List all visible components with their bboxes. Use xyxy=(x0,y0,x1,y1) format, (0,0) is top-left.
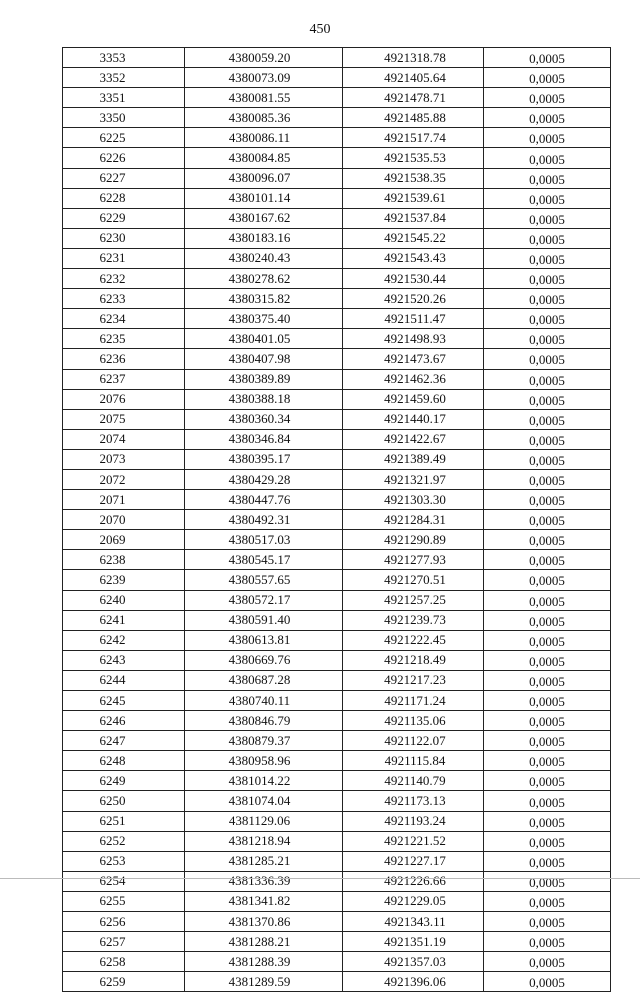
table-row xyxy=(63,590,611,610)
error-value-cell: 0,0005 xyxy=(484,891,611,911)
table-row xyxy=(63,168,611,188)
table-row xyxy=(63,68,611,88)
error-value-cell: 0,0005 xyxy=(484,630,611,650)
y-coordinate-cell: 4921229.05 xyxy=(343,891,484,911)
table-row xyxy=(63,188,611,208)
y-coordinate-cell: 4921473.67 xyxy=(343,349,484,369)
error-value-cell: 0,0005 xyxy=(484,670,611,690)
table-row xyxy=(63,811,611,831)
error-value-cell: 0,0005 xyxy=(484,530,611,550)
point-number-cell: 6253 xyxy=(63,851,185,871)
x-coordinate-cell: 4380375.40 xyxy=(185,309,343,329)
table-row xyxy=(63,891,611,911)
error-value-cell: 0,0005 xyxy=(484,751,611,771)
x-coordinate-cell: 4381336.39 xyxy=(185,871,343,891)
y-coordinate-cell: 4921284.31 xyxy=(343,510,484,530)
y-coordinate-cell: 4921440.17 xyxy=(343,409,484,429)
point-number-cell: 6236 xyxy=(63,349,185,369)
x-coordinate-cell: 4380545.17 xyxy=(185,550,343,570)
x-coordinate-cell: 4380086.11 xyxy=(185,128,343,148)
y-coordinate-cell: 4921217.23 xyxy=(343,670,484,690)
table-row xyxy=(63,88,611,108)
table-row xyxy=(63,630,611,650)
table-row xyxy=(63,469,611,489)
table-row xyxy=(63,208,611,228)
x-coordinate-cell: 4380879.37 xyxy=(185,731,343,751)
error-value-cell: 0,0005 xyxy=(484,309,611,329)
x-coordinate-cell: 4380669.76 xyxy=(185,650,343,670)
coordinates-table xyxy=(62,47,611,992)
point-number-cell: 3353 xyxy=(63,48,185,68)
x-coordinate-cell: 4380360.34 xyxy=(185,409,343,429)
point-number-cell: 6242 xyxy=(63,630,185,650)
table-row xyxy=(63,449,611,469)
table-row xyxy=(63,610,611,630)
y-coordinate-cell: 4921545.22 xyxy=(343,228,484,248)
point-number-cell: 6238 xyxy=(63,550,185,570)
x-coordinate-cell: 4380101.14 xyxy=(185,188,343,208)
error-value-cell: 0,0005 xyxy=(484,469,611,489)
point-number-cell: 6227 xyxy=(63,168,185,188)
point-number-cell: 6235 xyxy=(63,329,185,349)
point-number-cell: 6254 xyxy=(63,871,185,891)
page-number: 450 xyxy=(309,22,331,37)
point-number-cell: 6231 xyxy=(63,248,185,268)
table-row xyxy=(63,650,611,670)
y-coordinate-cell: 4921357.03 xyxy=(343,952,484,972)
y-coordinate-cell: 4921173.13 xyxy=(343,791,484,811)
point-number-cell: 6228 xyxy=(63,188,185,208)
point-number-cell: 2074 xyxy=(63,429,185,449)
table-row xyxy=(63,248,611,268)
table-row xyxy=(63,228,611,248)
error-value-cell: 0,0005 xyxy=(484,269,611,289)
table-row xyxy=(63,771,611,791)
point-number-cell: 6252 xyxy=(63,831,185,851)
point-number-cell: 3351 xyxy=(63,88,185,108)
y-coordinate-cell: 4921227.17 xyxy=(343,851,484,871)
error-value-cell: 0,0005 xyxy=(484,932,611,952)
error-value-cell: 0,0005 xyxy=(484,791,611,811)
y-coordinate-cell: 4921221.52 xyxy=(343,831,484,851)
error-value-cell: 0,0005 xyxy=(484,168,611,188)
x-coordinate-cell: 4380084.85 xyxy=(185,148,343,168)
point-number-cell: 6233 xyxy=(63,289,185,309)
x-coordinate-cell: 4380389.89 xyxy=(185,369,343,389)
table-row xyxy=(63,289,611,309)
y-coordinate-cell: 4921537.84 xyxy=(343,208,484,228)
error-value-cell: 0,0005 xyxy=(484,711,611,731)
x-coordinate-cell: 4381129.06 xyxy=(185,811,343,831)
error-value-cell: 0,0005 xyxy=(484,329,611,349)
x-coordinate-cell: 4380346.84 xyxy=(185,429,343,449)
error-value-cell: 0,0005 xyxy=(484,148,611,168)
point-number-cell: 6258 xyxy=(63,952,185,972)
x-coordinate-cell: 4380958.96 xyxy=(185,751,343,771)
x-coordinate-cell: 4380517.03 xyxy=(185,530,343,550)
x-coordinate-cell: 4380059.20 xyxy=(185,48,343,68)
error-value-cell: 0,0005 xyxy=(484,88,611,108)
y-coordinate-cell: 4921351.19 xyxy=(343,932,484,952)
x-coordinate-cell: 4380846.79 xyxy=(185,711,343,731)
x-coordinate-cell: 4381074.04 xyxy=(185,791,343,811)
x-coordinate-cell: 4381288.39 xyxy=(185,952,343,972)
error-value-cell: 0,0005 xyxy=(484,490,611,510)
error-value-cell: 0,0005 xyxy=(484,912,611,932)
y-coordinate-cell: 4921538.35 xyxy=(343,168,484,188)
point-number-cell: 6234 xyxy=(63,309,185,329)
scan-edge-line xyxy=(0,878,640,879)
error-value-cell: 0,0005 xyxy=(484,972,611,992)
y-coordinate-cell: 4921135.06 xyxy=(343,711,484,731)
y-coordinate-cell: 4921478.71 xyxy=(343,88,484,108)
error-value-cell: 0,0005 xyxy=(484,409,611,429)
table-row xyxy=(63,751,611,771)
table-row xyxy=(63,530,611,550)
x-coordinate-cell: 4381289.59 xyxy=(185,972,343,992)
x-coordinate-cell: 4381341.82 xyxy=(185,891,343,911)
table-row xyxy=(63,269,611,289)
y-coordinate-cell: 4921389.49 xyxy=(343,449,484,469)
table-row xyxy=(63,691,611,711)
y-coordinate-cell: 4921539.61 xyxy=(343,188,484,208)
x-coordinate-cell: 4380395.17 xyxy=(185,449,343,469)
point-number-cell: 3352 xyxy=(63,68,185,88)
point-number-cell: 6247 xyxy=(63,731,185,751)
x-coordinate-cell: 4380388.18 xyxy=(185,389,343,409)
table-row xyxy=(63,912,611,932)
point-number-cell: 6248 xyxy=(63,751,185,771)
point-number-cell: 6230 xyxy=(63,228,185,248)
error-value-cell: 0,0005 xyxy=(484,851,611,871)
y-coordinate-cell: 4921462.36 xyxy=(343,369,484,389)
y-coordinate-cell: 4921239.73 xyxy=(343,610,484,630)
error-value-cell: 0,0005 xyxy=(484,48,611,68)
y-coordinate-cell: 4921517.74 xyxy=(343,128,484,148)
table-row xyxy=(63,148,611,168)
table-row xyxy=(63,932,611,952)
table-row xyxy=(63,831,611,851)
point-number-cell: 6232 xyxy=(63,269,185,289)
point-number-cell: 6229 xyxy=(63,208,185,228)
x-coordinate-cell: 4380315.82 xyxy=(185,289,343,309)
x-coordinate-cell: 4380613.81 xyxy=(185,630,343,650)
y-coordinate-cell: 4921318.78 xyxy=(343,48,484,68)
point-number-cell: 2070 xyxy=(63,510,185,530)
point-number-cell: 3350 xyxy=(63,108,185,128)
x-coordinate-cell: 4380081.55 xyxy=(185,88,343,108)
y-coordinate-cell: 4921218.49 xyxy=(343,650,484,670)
error-value-cell: 0,0005 xyxy=(484,610,611,630)
x-coordinate-cell: 4380429.28 xyxy=(185,469,343,489)
error-value-cell: 0,0005 xyxy=(484,349,611,369)
error-value-cell: 0,0005 xyxy=(484,108,611,128)
table-row xyxy=(63,429,611,449)
x-coordinate-cell: 4380401.05 xyxy=(185,329,343,349)
x-coordinate-cell: 4380572.17 xyxy=(185,590,343,610)
error-value-cell: 0,0005 xyxy=(484,831,611,851)
y-coordinate-cell: 4921257.25 xyxy=(343,590,484,610)
y-coordinate-cell: 4921193.24 xyxy=(343,811,484,831)
point-number-cell: 6241 xyxy=(63,610,185,630)
y-coordinate-cell: 4921140.79 xyxy=(343,771,484,791)
x-coordinate-cell: 4381218.94 xyxy=(185,831,343,851)
error-value-cell: 0,0005 xyxy=(484,952,611,972)
x-coordinate-cell: 4380557.65 xyxy=(185,570,343,590)
point-number-cell: 6244 xyxy=(63,670,185,690)
error-value-cell: 0,0005 xyxy=(484,691,611,711)
error-value-cell: 0,0005 xyxy=(484,128,611,148)
table-row xyxy=(63,731,611,751)
table-row xyxy=(63,48,611,68)
point-number-cell: 2072 xyxy=(63,469,185,489)
y-coordinate-cell: 4921343.11 xyxy=(343,912,484,932)
x-coordinate-cell: 4381285.21 xyxy=(185,851,343,871)
y-coordinate-cell: 4921511.47 xyxy=(343,309,484,329)
x-coordinate-cell: 4380407.98 xyxy=(185,349,343,369)
error-value-cell: 0,0005 xyxy=(484,550,611,570)
table-row xyxy=(63,570,611,590)
x-coordinate-cell: 4380096.07 xyxy=(185,168,343,188)
table-row xyxy=(63,349,611,369)
table-row xyxy=(63,670,611,690)
point-number-cell: 6245 xyxy=(63,691,185,711)
point-number-cell: 2069 xyxy=(63,530,185,550)
point-number-cell: 6243 xyxy=(63,650,185,670)
error-value-cell: 0,0005 xyxy=(484,188,611,208)
point-number-cell: 6239 xyxy=(63,570,185,590)
point-number-cell: 6250 xyxy=(63,791,185,811)
error-value-cell: 0,0005 xyxy=(484,510,611,530)
point-number-cell: 6257 xyxy=(63,932,185,952)
error-value-cell: 0,0005 xyxy=(484,771,611,791)
table-row xyxy=(63,871,611,891)
error-value-cell: 0,0005 xyxy=(484,228,611,248)
table-row xyxy=(63,952,611,972)
error-value-cell: 0,0005 xyxy=(484,289,611,309)
table-row xyxy=(63,409,611,429)
table-row xyxy=(63,490,611,510)
error-value-cell: 0,0005 xyxy=(484,871,611,891)
point-number-cell: 6255 xyxy=(63,891,185,911)
y-coordinate-cell: 4921226.66 xyxy=(343,871,484,891)
x-coordinate-cell: 4380687.28 xyxy=(185,670,343,690)
error-value-cell: 0,0005 xyxy=(484,811,611,831)
y-coordinate-cell: 4921405.64 xyxy=(343,68,484,88)
coordinates-table-body xyxy=(63,48,611,992)
y-coordinate-cell: 4921222.45 xyxy=(343,630,484,650)
error-value-cell: 0,0005 xyxy=(484,389,611,409)
y-coordinate-cell: 4921115.84 xyxy=(343,751,484,771)
table-row xyxy=(63,791,611,811)
table-row xyxy=(63,972,611,992)
y-coordinate-cell: 4921485.88 xyxy=(343,108,484,128)
table-row xyxy=(63,851,611,871)
point-number-cell: 2075 xyxy=(63,409,185,429)
table-row xyxy=(63,309,611,329)
x-coordinate-cell: 4381014.22 xyxy=(185,771,343,791)
point-number-cell: 6225 xyxy=(63,128,185,148)
y-coordinate-cell: 4921171.24 xyxy=(343,691,484,711)
y-coordinate-cell: 4921422.67 xyxy=(343,429,484,449)
y-coordinate-cell: 4921270.51 xyxy=(343,570,484,590)
table-row xyxy=(63,389,611,409)
x-coordinate-cell: 4380240.43 xyxy=(185,248,343,268)
point-number-cell: 6246 xyxy=(63,711,185,731)
error-value-cell: 0,0005 xyxy=(484,68,611,88)
x-coordinate-cell: 4380447.76 xyxy=(185,490,343,510)
y-coordinate-cell: 4921459.60 xyxy=(343,389,484,409)
x-coordinate-cell: 4380278.62 xyxy=(185,269,343,289)
x-coordinate-cell: 4380492.31 xyxy=(185,510,343,530)
table-row xyxy=(63,510,611,530)
table-row xyxy=(63,550,611,570)
error-value-cell: 0,0005 xyxy=(484,650,611,670)
point-number-cell: 6226 xyxy=(63,148,185,168)
point-number-cell: 2076 xyxy=(63,389,185,409)
x-coordinate-cell: 4381370.86 xyxy=(185,912,343,932)
point-number-cell: 6237 xyxy=(63,369,185,389)
point-number-cell: 2071 xyxy=(63,490,185,510)
y-coordinate-cell: 4921543.43 xyxy=(343,248,484,268)
y-coordinate-cell: 4921520.26 xyxy=(343,289,484,309)
point-number-cell: 6259 xyxy=(63,972,185,992)
point-number-cell: 6249 xyxy=(63,771,185,791)
x-coordinate-cell: 4381288.21 xyxy=(185,932,343,952)
table-row xyxy=(63,329,611,349)
error-value-cell: 0,0005 xyxy=(484,369,611,389)
error-value-cell: 0,0005 xyxy=(484,248,611,268)
y-coordinate-cell: 4921290.89 xyxy=(343,530,484,550)
table-row xyxy=(63,711,611,731)
y-coordinate-cell: 4921396.06 xyxy=(343,972,484,992)
y-coordinate-cell: 4921122.07 xyxy=(343,731,484,751)
error-value-cell: 0,0005 xyxy=(484,590,611,610)
y-coordinate-cell: 4921303.30 xyxy=(343,490,484,510)
x-coordinate-cell: 4380085.36 xyxy=(185,108,343,128)
x-coordinate-cell: 4380740.11 xyxy=(185,691,343,711)
error-value-cell: 0,0005 xyxy=(484,449,611,469)
point-number-cell: 6256 xyxy=(63,912,185,932)
x-coordinate-cell: 4380167.62 xyxy=(185,208,343,228)
error-value-cell: 0,0005 xyxy=(484,570,611,590)
table-row xyxy=(63,128,611,148)
table-row xyxy=(63,369,611,389)
error-value-cell: 0,0005 xyxy=(484,429,611,449)
y-coordinate-cell: 4921530.44 xyxy=(343,269,484,289)
x-coordinate-cell: 4380591.40 xyxy=(185,610,343,630)
y-coordinate-cell: 4921535.53 xyxy=(343,148,484,168)
x-coordinate-cell: 4380183.16 xyxy=(185,228,343,248)
point-number-cell: 6251 xyxy=(63,811,185,831)
point-number-cell: 2073 xyxy=(63,449,185,469)
table-row xyxy=(63,108,611,128)
y-coordinate-cell: 4921277.93 xyxy=(343,550,484,570)
x-coordinate-cell: 4380073.09 xyxy=(185,68,343,88)
y-coordinate-cell: 4921321.97 xyxy=(343,469,484,489)
error-value-cell: 0,0005 xyxy=(484,731,611,751)
error-value-cell: 0,0005 xyxy=(484,208,611,228)
point-number-cell: 6240 xyxy=(63,590,185,610)
y-coordinate-cell: 4921498.93 xyxy=(343,329,484,349)
